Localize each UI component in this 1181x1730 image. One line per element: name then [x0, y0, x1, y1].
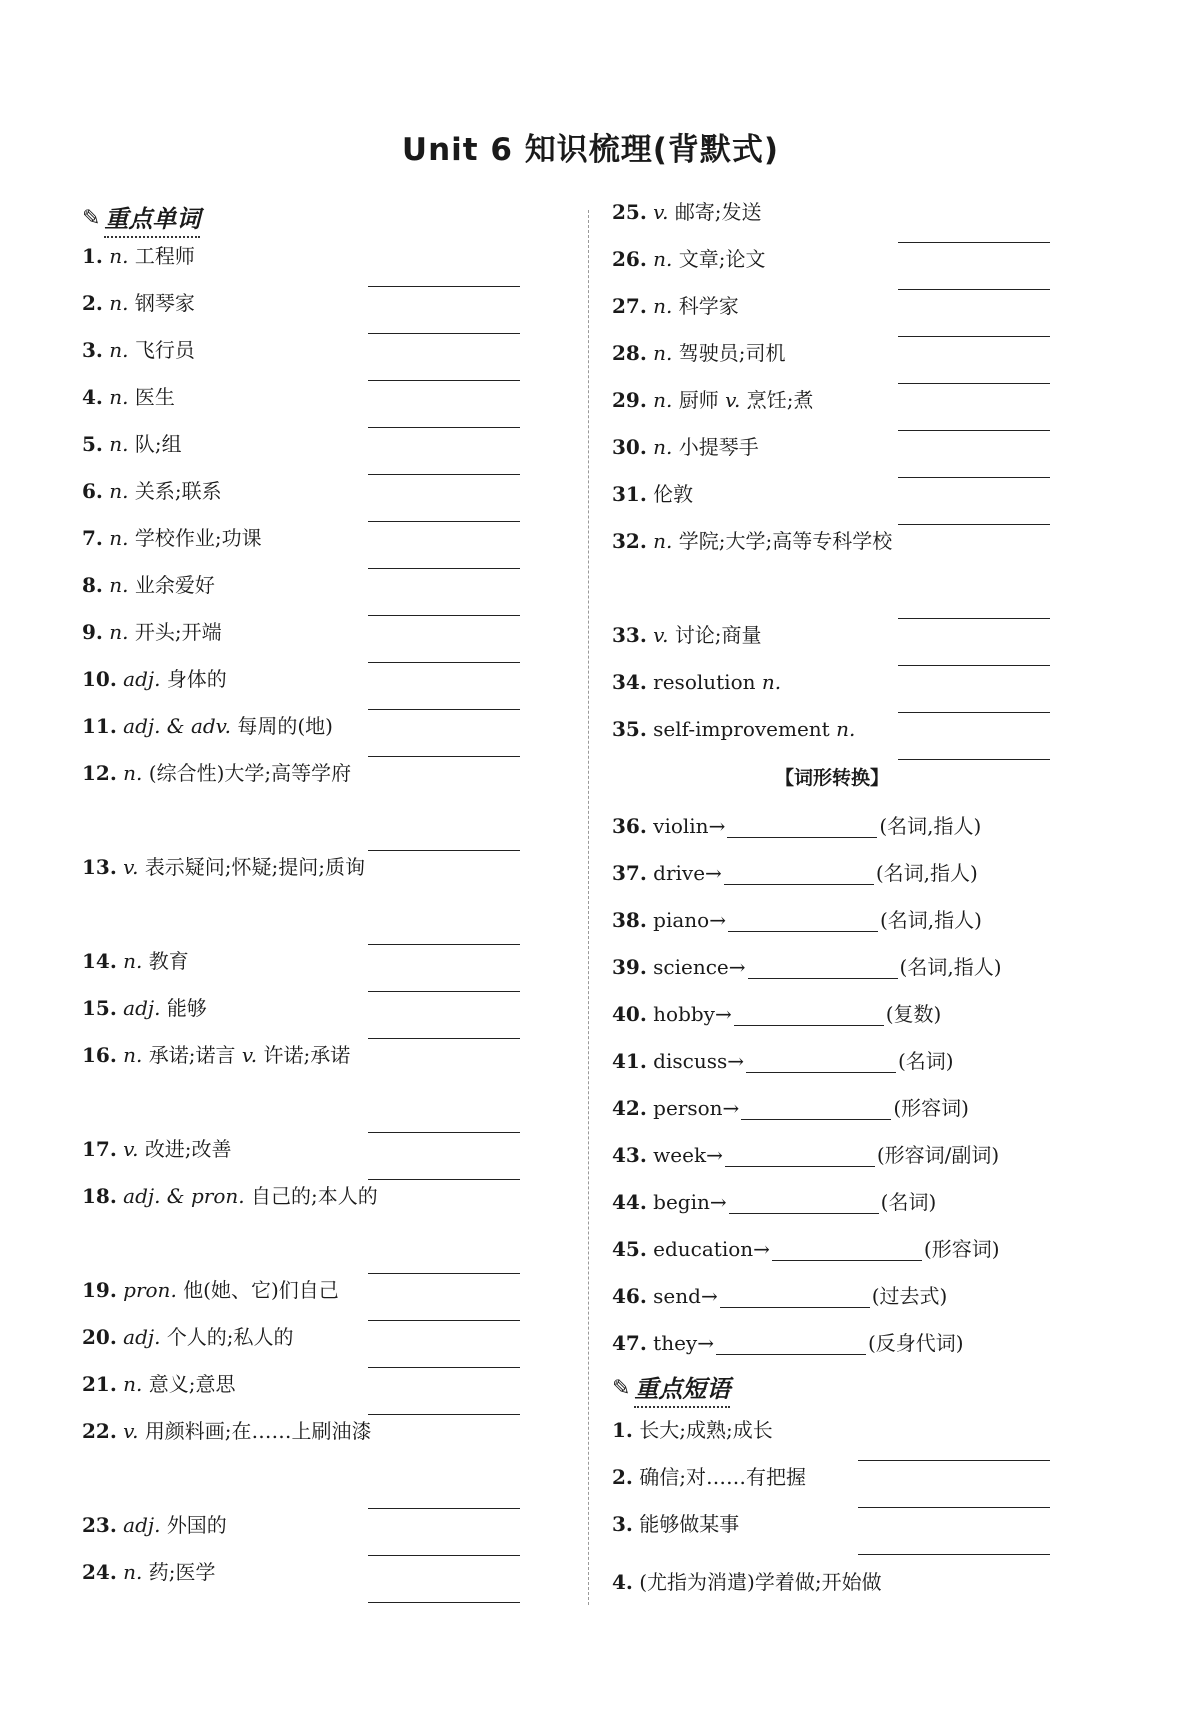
item-number: 3. — [82, 338, 103, 362]
wordform-item — [612, 810, 1052, 842]
item-number: 5. — [82, 432, 103, 456]
item-number: 42. — [612, 1096, 647, 1120]
part-of-speech: n. — [123, 1043, 143, 1067]
pen-icon: ✎ — [82, 205, 101, 231]
item-number: 37. — [612, 861, 647, 885]
answer-blank[interactable] — [729, 1187, 879, 1214]
vocab-section-heading — [82, 200, 200, 236]
item-number: 40. — [612, 1002, 647, 1026]
item-number: 2. — [82, 291, 103, 315]
item-number: 46. — [612, 1284, 647, 1308]
vocab-item — [82, 334, 522, 366]
item-number: 25. — [612, 200, 647, 224]
part-of-speech: n. — [109, 338, 129, 362]
wordform-item — [612, 1280, 1052, 1312]
part-of-speech: n. — [653, 294, 673, 318]
item-number: 10. — [82, 667, 117, 691]
item-meaning: 开头;开端 — [134, 620, 222, 644]
item-meaning: 文章;论文 — [678, 247, 766, 271]
item-meaning: 他(她、它)们自己 — [183, 1278, 339, 1302]
part-of-speech: adj. & pron. — [123, 1184, 245, 1208]
vocab-item — [82, 475, 522, 507]
part-of-speech: adj. — [123, 667, 161, 691]
item-number: 22. — [82, 1419, 117, 1443]
item-number: 17. — [82, 1137, 117, 1161]
answer-blank[interactable] — [746, 1046, 896, 1073]
phrase-meaning: (尤指为消遣)学着做;开始做 — [639, 1570, 882, 1594]
part-of-speech: n. — [761, 670, 782, 694]
wordform-item — [612, 1327, 1052, 1359]
item-meaning: self-improvement — [653, 717, 837, 741]
item-number: 18. — [82, 1184, 117, 1208]
vocab-item — [612, 243, 1052, 275]
column-divider — [588, 210, 589, 1605]
part-of-speech: n. — [109, 432, 129, 456]
item-number: 3. — [612, 1512, 633, 1536]
item-number: 44. — [612, 1190, 647, 1214]
item-number: 38. — [612, 908, 647, 932]
vocab-item — [82, 1509, 522, 1541]
source-word: education→ — [653, 1237, 770, 1261]
item-meaning: 钢琴家 — [134, 291, 195, 315]
item-number: 15. — [82, 996, 117, 1020]
source-word: they→ — [653, 1331, 714, 1355]
vocab-item — [82, 1180, 522, 1212]
item-meaning: 每周的(地) — [237, 714, 333, 738]
pen-icon: ✎ — [612, 1375, 631, 1401]
item-number: 43. — [612, 1143, 647, 1167]
part-of-speech: adj. — [123, 1325, 161, 1349]
item-meaning: 工程师 — [134, 244, 195, 268]
item-number: 24. — [82, 1560, 117, 1584]
item-meaning: (综合性)大学;高等学府 — [148, 761, 352, 785]
item-meaning: 外国的 — [166, 1513, 227, 1537]
vocab-item — [82, 1133, 522, 1165]
vocab-item — [82, 287, 522, 319]
wordform-heading: 【词形转换】 — [774, 767, 889, 789]
item-meaning: 科学家 — [678, 294, 739, 318]
wordform-item — [612, 1092, 1052, 1124]
item-meaning: resolution — [653, 670, 762, 694]
item-meaning: 讨论;商量 — [674, 623, 762, 647]
part-of-speech: v. — [653, 623, 669, 647]
wordform-item — [612, 1233, 1052, 1265]
item-number: 36. — [612, 814, 647, 838]
item-number: 20. — [82, 1325, 117, 1349]
answer-blank[interactable] — [741, 1093, 891, 1120]
part-of-speech: n. — [653, 435, 673, 459]
part-of-speech: n. — [653, 341, 673, 365]
item-number: 19. — [82, 1278, 117, 1302]
item-number: 14. — [82, 949, 117, 973]
item-meaning: 承诺;诺言 — [148, 1043, 242, 1067]
item-number: 11. — [82, 714, 117, 738]
vocab-item — [82, 381, 522, 413]
answer-blank[interactable] — [716, 1328, 866, 1355]
item-meaning: 用颜料画;在……上刷油漆 — [144, 1419, 372, 1443]
part-of-speech: v. — [123, 855, 139, 879]
part-of-speech: n. — [123, 1372, 143, 1396]
item-meaning: 伦敦 — [653, 482, 694, 506]
wordform-item — [612, 857, 1052, 889]
wordform-item — [612, 998, 1052, 1030]
vocab-item — [612, 666, 1052, 698]
phrase-meaning: 长大;成熟;成长 — [639, 1418, 773, 1442]
page-title: Unit 6 知识梳理(背默式) — [401, 132, 780, 168]
item-number: 16. — [82, 1043, 117, 1067]
source-word: science→ — [653, 955, 746, 979]
item-number: 28. — [612, 341, 647, 365]
part-of-speech: n. — [109, 244, 129, 268]
item-meaning: 烹饪;煮 — [746, 388, 814, 412]
answer-blank[interactable] — [368, 1602, 520, 1603]
wordform-item — [612, 904, 1052, 936]
item-number: 31. — [612, 482, 647, 506]
vocab-item — [82, 1274, 522, 1306]
item-number: 1. — [612, 1418, 633, 1442]
form-hint: (名词,指人) — [879, 908, 982, 932]
vocab-item — [612, 619, 1052, 651]
vocab-item — [82, 522, 522, 554]
item-meaning: 改进;改善 — [144, 1137, 232, 1161]
vocab-item — [82, 945, 522, 977]
part-of-speech: n. — [123, 1560, 143, 1584]
form-hint: (形容词) — [893, 1096, 969, 1120]
part-of-speech: v. — [123, 1419, 139, 1443]
source-word: send→ — [653, 1284, 718, 1308]
vocab-item — [82, 851, 522, 883]
vocab-item — [82, 663, 522, 695]
item-meaning: 医生 — [134, 385, 175, 409]
wordform-item — [612, 951, 1052, 983]
vocab-item — [82, 616, 522, 648]
form-hint: (名词) — [880, 1190, 937, 1214]
answer-blank[interactable] — [748, 952, 898, 979]
part-of-speech: n. — [109, 526, 129, 550]
item-number: 47. — [612, 1331, 647, 1355]
item-meaning: 个人的;私人的 — [166, 1325, 294, 1349]
part-of-speech: v. — [653, 200, 669, 224]
vocab-item — [82, 240, 522, 272]
phrase-section-heading — [612, 1370, 730, 1406]
item-meaning: 厨师 — [678, 388, 726, 412]
form-hint: (名词) — [898, 1049, 954, 1073]
part-of-speech: n. — [123, 761, 143, 785]
form-hint: (过去式) — [871, 1284, 948, 1308]
wordform-item — [612, 1139, 1052, 1171]
item-number: 12. — [82, 761, 117, 785]
item-meaning: 学院;大学;高等专科学校 — [678, 529, 893, 553]
vocab-item — [82, 1415, 522, 1447]
vocab-item — [612, 290, 1052, 322]
item-meaning: 药;医学 — [148, 1560, 216, 1584]
vocab-item — [612, 431, 1052, 463]
source-word: drive→ — [653, 861, 722, 885]
vocab-item — [612, 384, 1052, 416]
item-number: 7. — [82, 526, 103, 550]
form-hint: (名词,指人) — [879, 814, 982, 838]
item-number: 41. — [612, 1049, 647, 1073]
phrase-heading-text: 重点短语 — [634, 1369, 730, 1408]
part-of-speech: n. — [653, 388, 673, 412]
vocab-heading-text: 重点单词 — [104, 199, 200, 238]
item-number: 39. — [612, 955, 647, 979]
source-word: discuss→ — [653, 1049, 744, 1073]
item-number: 32. — [612, 529, 647, 553]
form-hint: (名词,指人) — [899, 955, 1002, 979]
item-number: 6. — [82, 479, 103, 503]
answer-blank[interactable] — [724, 858, 874, 885]
part-of-speech: adj. — [123, 996, 161, 1020]
part-of-speech: n. — [109, 385, 129, 409]
item-meaning: 驾驶员;司机 — [678, 341, 786, 365]
phrase-item — [612, 1461, 1052, 1493]
answer-blank[interactable] — [727, 811, 877, 838]
vocab-item — [82, 1321, 522, 1353]
answer-blank[interactable] — [898, 759, 1050, 760]
part-of-speech: n. — [109, 291, 129, 315]
vocab-item — [82, 757, 522, 789]
answer-blank[interactable] — [725, 1140, 875, 1167]
item-meaning: 小提琴手 — [678, 435, 759, 459]
phrase-meaning: 能够做某事 — [639, 1512, 740, 1536]
item-number: 4. — [612, 1570, 633, 1594]
vocab-item — [82, 1039, 522, 1071]
part-of-speech: adj. & adv. — [123, 714, 231, 738]
vocab-item — [612, 525, 1052, 557]
part-of-speech: pron. — [123, 1278, 177, 1302]
wordform-item — [612, 1045, 1052, 1077]
form-hint: (复数) — [885, 1002, 942, 1026]
form-hint: (形容词/副词) — [876, 1143, 1000, 1167]
part-of-speech: n. — [109, 479, 129, 503]
item-number: 8. — [82, 573, 103, 597]
vocab-item — [82, 428, 522, 460]
answer-blank[interactable] — [858, 1554, 1050, 1555]
item-number: 34. — [612, 670, 647, 694]
part-of-speech: n. — [653, 247, 673, 271]
answer-blank[interactable] — [734, 999, 884, 1026]
phrase-item — [612, 1414, 1052, 1446]
item-meaning: 能够 — [166, 996, 207, 1020]
item-number: 33. — [612, 623, 647, 647]
item-meaning: 表示疑问;怀疑;提问;质询 — [144, 855, 366, 879]
phrase-item — [612, 1508, 1052, 1540]
part-of-speech: n. — [109, 620, 129, 644]
item-meaning: 队;组 — [134, 432, 182, 456]
item-number: 23. — [82, 1513, 117, 1537]
source-word: week→ — [653, 1143, 723, 1167]
item-meaning: 许诺;承诺 — [263, 1043, 351, 1067]
part-of-speech: v. — [123, 1137, 139, 1161]
answer-blank[interactable] — [720, 1281, 870, 1308]
part-of-speech: n. — [109, 573, 129, 597]
item-meaning: 业余爱好 — [134, 573, 215, 597]
form-hint: (反身代词) — [867, 1331, 964, 1355]
item-meaning: 身体的 — [166, 667, 227, 691]
item-number: 4. — [82, 385, 103, 409]
item-meaning: 教育 — [148, 949, 189, 973]
vocab-item — [612, 478, 1052, 510]
vocab-item — [82, 710, 522, 742]
part-of-speech: n. — [653, 529, 673, 553]
item-number: 9. — [82, 620, 103, 644]
source-word: begin→ — [653, 1190, 727, 1214]
item-number: 30. — [612, 435, 647, 459]
vocab-item — [612, 337, 1052, 369]
answer-blank[interactable] — [728, 905, 878, 932]
source-word: piano→ — [653, 908, 726, 932]
item-number: 2. — [612, 1465, 633, 1489]
vocab-item — [82, 992, 522, 1024]
item-number: 26. — [612, 247, 647, 271]
part-of-speech: v. — [725, 388, 741, 412]
item-meaning: 关系;联系 — [134, 479, 222, 503]
item-number: 21. — [82, 1372, 117, 1396]
item-number: 29. — [612, 388, 647, 412]
part-of-speech: n. — [836, 717, 856, 741]
item-meaning: 自己的;本人的 — [250, 1184, 378, 1208]
source-word: violin→ — [653, 814, 726, 838]
form-hint: (名词,指人) — [875, 861, 978, 885]
item-number: 27. — [612, 294, 647, 318]
item-meaning: 邮寄;发送 — [674, 200, 762, 224]
answer-blank[interactable] — [772, 1234, 922, 1261]
source-word: person→ — [653, 1096, 740, 1120]
item-meaning: 意义;意思 — [148, 1372, 236, 1396]
vocab-item — [82, 569, 522, 601]
vocab-item — [612, 196, 1052, 228]
phrase-item — [612, 1566, 1052, 1598]
part-of-speech: n. — [123, 949, 143, 973]
form-hint: (形容词) — [923, 1237, 1000, 1261]
vocab-item — [612, 713, 1052, 745]
part-of-speech: v. — [241, 1043, 258, 1067]
part-of-speech: adj. — [123, 1513, 161, 1537]
item-meaning: 学校作业;功课 — [134, 526, 262, 550]
item-number: 1. — [82, 244, 103, 268]
wordform-item — [612, 1186, 1052, 1218]
phrase-meaning: 确信;对……有把握 — [639, 1465, 806, 1489]
item-meaning: 飞行员 — [134, 338, 195, 362]
source-word: hobby→ — [653, 1002, 732, 1026]
item-number: 45. — [612, 1237, 647, 1261]
vocab-item — [82, 1556, 522, 1588]
item-number: 13. — [82, 855, 117, 879]
item-number: 35. — [612, 717, 647, 741]
vocab-item — [82, 1368, 522, 1400]
